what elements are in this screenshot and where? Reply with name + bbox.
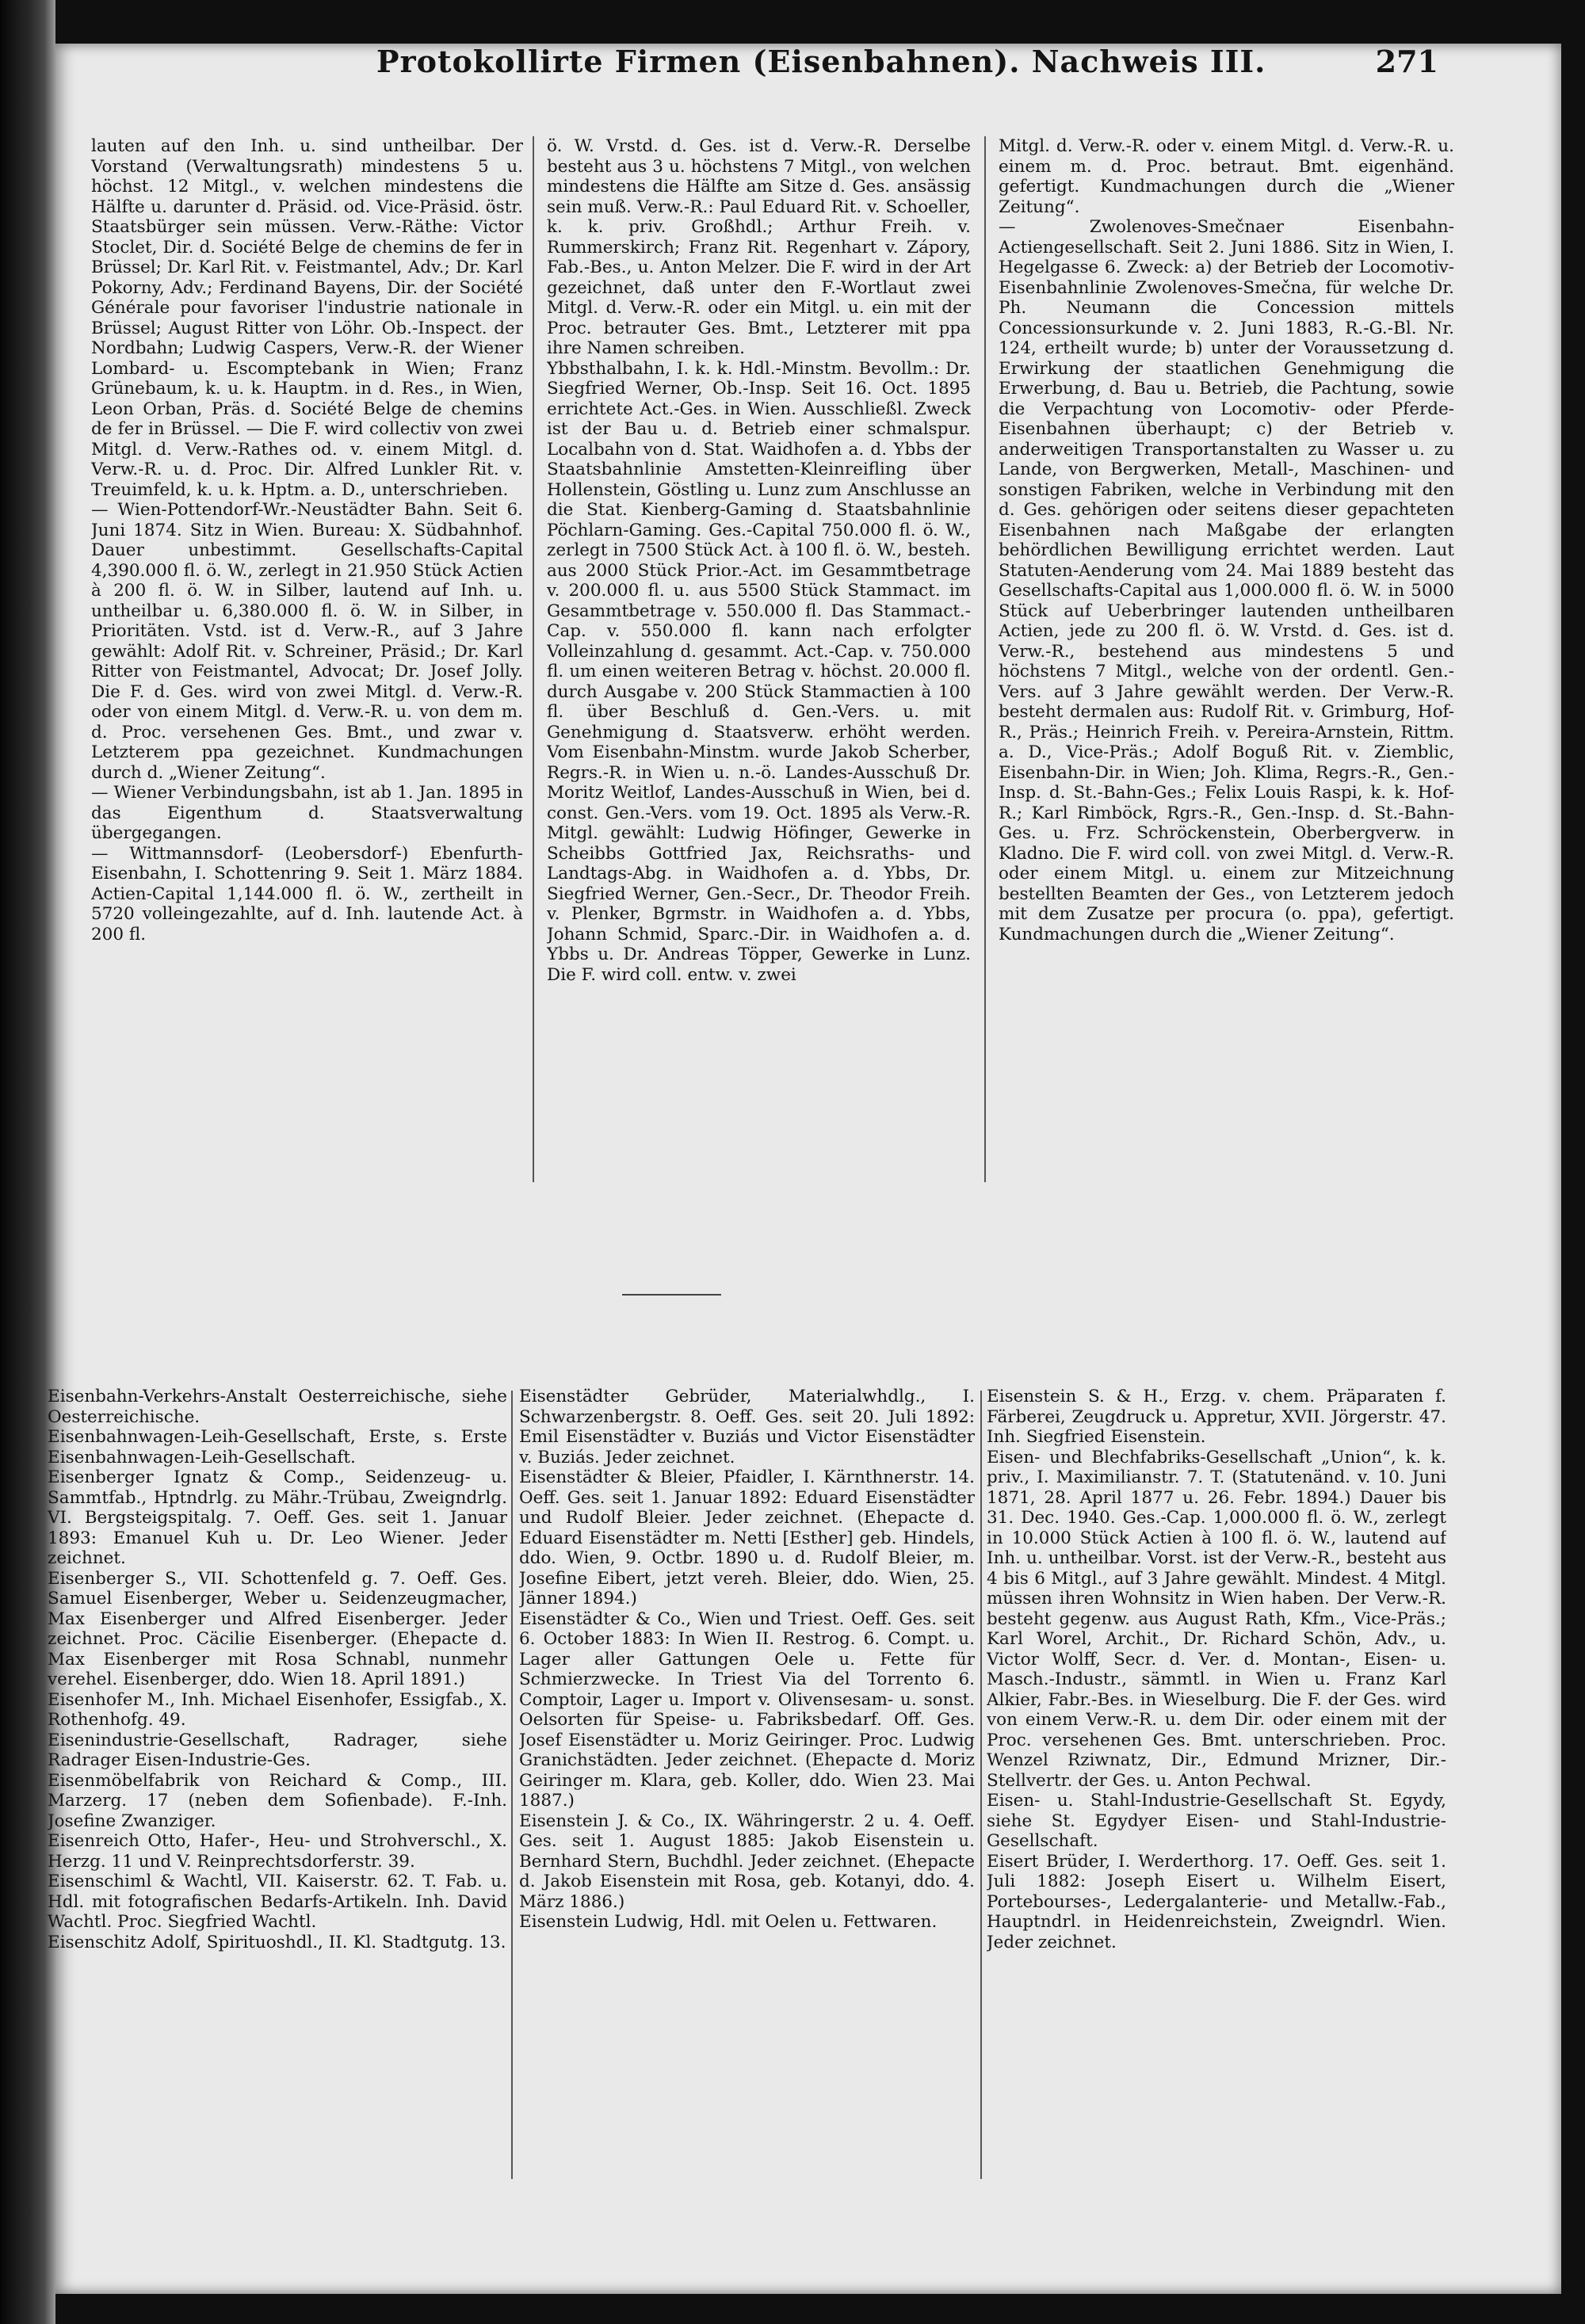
entry: Eisert Brüder, I. Werderthorg. 17. Oeff. Ges. seit 1. Juli 1882: Joseph Eisert u. Wilhelm Eisert, Portebourses-, Ledergalanterie- und Metallw.-Fab., Hauptndrl. in Heidenreichstein, Zweigndrl. Wien. Jeder zeichnet. xyxy=(987,1851,1446,1952)
page-title: Protokollirte Firmen (Eisenbahnen). Nachweis III. xyxy=(376,44,1266,79)
entry: Eisenstädter & Bleier, Pfaidler, I. Kärnthnerstr. 14. Oeff. Ges. seit 1. Januar 1892: Eduard Eisenstädter und Rudolf Bleier. Jeder zeichnet. (Ehepacte d. Eduard Eisenstädter m. Netti [Esther] geb. Hindels, ddo. Wien, 9. Octbr. 1890 u. d. Rudolf Bleier, m. Josefine Eibert, jetzt vereh. Bleier, ddo. Wien, 25. Jänner 1894.) xyxy=(519,1467,975,1608)
entry: Mitgl. d. Verw.-R. oder v. einem Mitgl. d. Verw.-R. u. einem m. d. Proc. betraut. Bmt. eigenhänd. gefertigt. Kundmachungen durch die „Wiener Zeitung“. xyxy=(999,136,1454,217)
page-number: 271 xyxy=(1375,44,1438,79)
bottom-column-1 xyxy=(48,1387,507,2187)
top-column-3 xyxy=(999,136,1454,1230)
entry: Eisenbahnwagen-Leih-Gesellschaft, Erste, s. Erste Eisenbahnwagen-Leih-Gesellschaft. xyxy=(48,1427,507,1467)
entry: Eisenstein Ludwig, Hdl. mit Oelen u. Fettwaren. xyxy=(519,1912,938,1932)
entry: Eisenschiml & Wachtl, VII. Kaiserstr. 62. T. Fab. u. Hdl. mit fotografischen Bedarfs-Artikeln. Inh. David Wachtl. Proc. Siegfried Wachtl. xyxy=(48,1872,507,1932)
top-column-1 xyxy=(91,136,523,1230)
entry: Eisen- u. Stahl-Industrie-Gesellschaft St. Egydy, siehe St. Egydyer Eisen- und Stahl-Industrie-Gesellschaft. xyxy=(987,1791,1446,1851)
entry: Eisen- und Blechfabriks-Gesellschaft „Union“, k. k. priv., I. Maximilianstr. 7. T. (Statutenänd. v. 10. Juni 1871, 28. April 1877 u. 26. Febr. 1894.) Dauer bis 31. Dec. 1940. Ges.-Cap. 1,000.000 fl. ö. W., zerlegt in 10.000 Stück Actien à 100 fl. ö. W., lautend auf Inh. u. untheilbar. Vorst. ist der Verw.-R., besteht aus 4 bis 6 Mitgl., auf 3 Jahre gewählt. Mindest. 4 Mitgl. müssen ihren Wohnsitz in Wien haben. Der Verw.-R. besteht gegenw. aus August Rath, Kfm., Vice-Präs.; Karl Worel, Archit., Dr. Richard Schön, Adv., u. Victor Wolff, Secr. d. Ver. d. Montan-, Eisen- u. Masch.-Industr., sämmtl. in Wien u. Franz Karl Alkier, Fabr.-Bes. in Wieselburg. Die F. der Ges. wird von einem Verw.-R. u. dem Dir. oder einem mit der Proc. versehenen Ges. Bmt. unterschrieben. Proc. Wenzel Rziwnatz, Dir., Edmund Mrizner, Dir.-Stellvertr. der Ges. u. Anton Pechwal. xyxy=(987,1447,1446,1791)
column-divider xyxy=(980,1391,982,2179)
entry: — Wittmannsdorf- (Leobersdorf-) Ebenfurth-Eisenbahn, I. Schottenring 9. Seit 1. März 1884. Actien-Capital 1,144.000 fl. ö. W., zertheilt in 5720 volleingezahlte, auf d. Inh. lautende Act. à 200 fl. xyxy=(91,843,523,944)
top-column-2 xyxy=(547,136,971,1246)
entry: Eisenbahn-Verkehrs-Anstalt Oesterreichische, siehe Oesterreichische. xyxy=(48,1387,507,1427)
section-divider xyxy=(622,1294,721,1296)
entry: — Zwolenoves-Smečnaer Eisenbahn-Actiengesellschaft. Seit 2. Juni 1886. Sitz in Wien, I. Hegelgasse 6. Zweck: a) der Betrieb der Locomotiv-Eisenbahnlinie Zwolenoves-Smečna, für welche Dr. Ph. Neumann die Concession mittels Concessionsurkunde v. 2. Juni 1883, R.-G.-Bl. Nr. 124, ertheilt wurde; b) unter der Voraussetzung d. Erwirkung der staatlichen Genehmigung die Erwerbung, d. Bau u. Betrieb, die Pachtung, sowie die Verpachtung von Locomotiv- oder Pferde-Eisenbahnen überhaupt; c) der Betrieb v. anderweitigen Transportanstalten zu Wasser u. zu Lande, von Bergwerken, Metall-, Maschinen- und sonstigen Fabriken, welche in Verbindung mit den d. Ges. gehörigen oder seitens dieser gepachteten Eisenbahnen nach Maßgabe der erlangten behördlichen Bewilligung errichtet werden. Laut Statuten-Aenderung vom 24. Mai 1889 besteht das Gesellschafts-Capital aus 1,000.000 fl. ö. W. in 5000 Stück auf Ueberbringer lautenden untheilbaren Actien, jede zu 200 fl. ö. W. Vrstd. d. Ges. ist d. Verw.-R., bestehend aus mindestens 5 und höchstens 7 Mitgl., welche von der ordentl. Gen.-Vers. auf 3 Jahre gewählt werden. Der Verw.-R. besteht dermalen aus: Rudolf Rit. v. Grimburg, Hof-R., Präs.; Heinrich Freih. v. Pereira-Arnstein, Rittm. a. D., Vice-Präs.; Adolf Boguß Rit. v. Ziemblic, Eisenbahn-Dir. in Wien; Joh. Klima, Regrs.-R., Gen.-Insp. d. St.-Bahn-Ges.; Felix Louis Raspi, k. k. Hof-R.; Karl Rimböck, Rgrs.-R., Gen.-Insp. d. St.-Bahn-Ges. u. Frz. Schröckenstein, Oberbergverw. in Kladno. Die F. wird coll. von zwei Mitgl. d. Verw.-R. oder einem Mitgl. u. einem zur Mitzeichnung bestellten Beamten der Ges., von Letzterem jedoch mit dem Zusatze per procura (o. ppa), gefertigt. Kundmachungen durch die „Wiener Zeitung“. xyxy=(999,217,1454,944)
page-header xyxy=(376,44,1438,91)
entry: Eisenmöbelfabrik von Reichard & Comp., III. Marzerg. 17 (neben dem Sofienbade). F.-Inh. Josefine Zwanziger. xyxy=(48,1770,507,1831)
entry: — Wien-Pottendorf-Wr.-Neustädter Bahn. Seit 6. Juni 1874. Sitz in Wien. Bureau: X. Südbahnhof. Dauer unbestimmt. Gesellschafts-Capital 4,390.000 fl. ö. W., zerlegt in 21.950 Stück Actien à 200 fl. ö. W. in Silber, lautend auf Inh. u. untheilbar u. 6,380.000 fl. ö. W. in Silber, in Prioritäten. Vstd. ist d. Verw.-R., auf 3 Jahre gewählt: Adolf Rit. v. Schreiner, Präsid.; Dr. Karl Ritter von Feistmantel, Advocat; Dr. Josef Jolly. Die F. d. Ges. wird von zwei Mitgl. d. Verw.-R. oder von einem Mitgl. d. Verw.-R. u. von dem m. d. Proc. versehenen Ges. Bmt., und zwar v. Letzterem ppa gezeichnet. Kundmachungen durch d. „Wiener Zeitung“. xyxy=(91,500,523,783)
entry: Eisenschitz Adolf, Spirituoshdl., II. Kl. Stadtgutg. 13. xyxy=(48,1932,506,1952)
entry: Eisenindustrie-Gesellschaft, Radrager, siehe Radrager Eisen-Industrie-Ges. xyxy=(48,1730,507,1770)
entry: Eisenstein S. & H., Erzg. v. chem. Präparaten f. Färberei, Zeugdruck u. Appretur, XVII. Jörgerstr. 47. Inh. Siegfried Eisenstein. xyxy=(987,1387,1446,1447)
entry: Eisenreich Otto, Hafer-, Heu- und Strohverschl., X. Herzg. 11 und V. Reinprechtsdorferstr. 39. xyxy=(48,1831,507,1872)
column-divider xyxy=(511,1391,513,2179)
entry: Eisenhofer M., Inh. Michael Eisenhofer, Essigfab., X. Rothenhofg. 49. xyxy=(48,1689,507,1730)
entry: Eisenstädter Gebrüder, Materialwhdlg., I. Schwarzenbergstr. 8. Oeff. Ges. seit 20. Juli 1892: Emil Eisenstädter v. Buziás und Victor Eisenstädter v. Buziás. Jeder zeichnet. xyxy=(519,1387,975,1467)
entry: — Wiener Verbindungsbahn, ist ab 1. Jan. 1895 in das Eigenthum d. Staatsverwaltung übergegangen. xyxy=(91,783,523,843)
entry: Ybbsthalbahn, I. k. k. Hdl.-Minstm. Bevollm.: Dr. Siegfried Werner, Ob.-Insp. Seit 16. Oct. 1895 errichtete Act.-Ges. in Wien. Ausschließl. Zweck ist der Bau u. d. Betrieb einer schmalspur. Localbahn von d. Stat. Waidhofen a. d. Ybbs der Staatsbahnlinie Amstetten-Kleinreifling über Hollenstein, Göstling u. Lunz zum Anschlusse an die Stat. Kienberg-Gaming d. Staatsbahnlinie Pöchlarn-Gaming. Ges.-Capital 750.000 fl. ö. W., zerlegt in 7500 Stück Act. à 100 fl. ö. W., besteh. aus 2000 Stück Prior.-Act. im Gesammtbetrage v. 200.000 fl. u. aus 5500 Stück Stammact. im Gesammtbetrage v. 550.000 fl. Das Stammact.-Cap. v. 550.000 fl. kann nach erfolgter Volleinzahlung d. gesammt. Act.-Cap. v. 750.000 fl. um einen weiteren Betrag v. höchst. 20.000 fl. durch Ausgabe v. 200 Stück Stammactien à 100 fl. über Beschluß d. Gen.-Vers. u. mit Genehmigung d. Staatsverw. erhöht werden. Vom Eisenbahn-Minstm. wurde Jakob Scherber, Regrs.-R. in Wien u. n.-ö. Landes-Ausschuß Dr. Moritz Weitlof, Landes-Ausschuß in Wien, bei d. const. Gen.-Vers. vom 19. Oct. 1895 als Verw.-R. Mitgl. gewählt: Ludwig Höfinger, Gewerke in Scheibbs Gottfried Jax, Reichsraths- und Landtags-Abg. in Waidhofen a. d. Ybbs, Dr. Siegfried Werner, Gen.-Secr., Dr. Theodor Freih. v. Plenker, Bgrmstr. in Waidhofen a. d. Ybbs, Johann Schmid, Sparc.-Dir. in Waidhofen a. d. Ybbs u. Dr. Andreas Töpper, Gewerke in Lunz. Die F. wird coll. entw. v. zwei xyxy=(547,358,971,985)
entry: Eisenberger S., VII. Schottenfeld g. 7. Oeff. Ges. Samuel Eisenberger, Weber u. Seidenzeugmacher, Max Eisenberger und Alfred Eisenberger. Jeder zeichnet. Proc. Cäcilie Eisenberger. (Ehepacte d. Max Eisenberger mit Rosa Schnabl, nunmehr verehel. Eisenberger, ddo. Wien 18. April 1891.) xyxy=(48,1568,507,1689)
column-divider xyxy=(533,136,534,1182)
entry: Eisenberger Ignatz & Comp., Seidenzeug- u. Sammtfab., Hptndrlg. zu Mähr.-Trübau, Zweigndrlg. VI. Bergsteigspitalg. 7. Oeff. Ges. seit 1. Januar 1893: Emanuel Kuh u. Dr. Leo Wiener. Jeder zeichnet. xyxy=(48,1467,507,1568)
column-divider xyxy=(984,136,986,1182)
entry: lauten auf den Inh. u. sind untheilbar. Der Vorstand (Verwaltungsrath) mindestens 5 u. höchst. 12 Mitgl., v. welchen mindestens die Hälfte u. darunter d. Präsid. od. Vice-Präsid. östr. Staatsbürger sein müssen. Verw.-Räthe: Victor Stoclet, Dir. d. Société Belge de chemins de fer in Brüssel; Dr. Karl Rit. v. Feistmantel, Adv.; Dr. Karl Pokorny, Adv.; Ferdinand Bayens, Dir. der Société Générale pour favoriser l'industrie nationale in Brüssel; August Ritter von Löhr. Ob.-Inspect. der Nordbahn; Ludwig Caspers, Verw.-R. der Wiener Lombard- u. Escomptebank in Wien; Franz Grünebaum, k. u. k. Hauptm. in d. Res., in Wien, Leon Orban, Präs. d. Société Belge de chemins de fer in Brüssel. — Die F. wird collectiv von zwei Mitgl. d. Verw.-Rathes od. v. einem Mitgl. d. Verw.-R. u. d. Proc. Dir. Alfred Lunkler Rit. v. Treuimfeld, k. u. k. Hptm. a. D., unterschrieben. xyxy=(91,136,523,500)
entry: ö. W. Vrstd. d. Ges. ist d. Verw.-R. Derselbe besteht aus 3 u. höchstens 7 Mitgl., von welchen mindestens die Hälfte am Sitze d. Ges. ansässig sein muß. Verw.-R.: Paul Eduard Rit. v. Schoeller, k. k. priv. Großhdl.; Arthur Freih. v. Rummerskirch; Franz Rit. Regenhart v. Zápory, Fab.-Bes., u. Anton Melzer. Die F. wird in der Art gezeichnet, daß unter den F.-Wortlaut zwei Mitgl. d. Verw.-R. oder ein Mitgl. u. ein mit der Proc. betrauter Ges. Bmt., Letzterer mit ppa ihre Namen schreiben. xyxy=(547,136,971,358)
bottom-column-2 xyxy=(519,1387,975,2187)
entry: Eisenstein J. & Co., IX. Währingerstr. 2 u. 4. Oeff. Ges. seit 1. August 1885: Jakob Eisenstein u. Bernhard Stern, Buchdhl. Jeder zeichnet. (Ehepacte d. Jakob Eisenstein mit Rosa, geb. Kotanyi, ddo. 4. März 1886.) xyxy=(519,1811,975,1912)
bottom-column-3 xyxy=(987,1387,1446,2187)
entry: Eisenstädter & Co., Wien und Triest. Oeff. Ges. seit 6. October 1883: In Wien II. Restrog. 6. Compt. u. Lager aller Gattungen Oele u. Fette für Schmierzwecke. In Triest Via del Torrento 6. Comptoir, Lager u. Import v. Olivensesam- u. sonst. Oelsorten für Speise- u. Fabriksbedarf. Off. Ges. Josef Eisenstädter u. Moriz Geiringer. Proc. Ludwig Granichstädten. Jeder zeichnet. (Ehepacte d. Moriz Geiringer m. Klara, geb. Koller, ddo. Wien 23. Mai 1887.) xyxy=(519,1608,975,1811)
